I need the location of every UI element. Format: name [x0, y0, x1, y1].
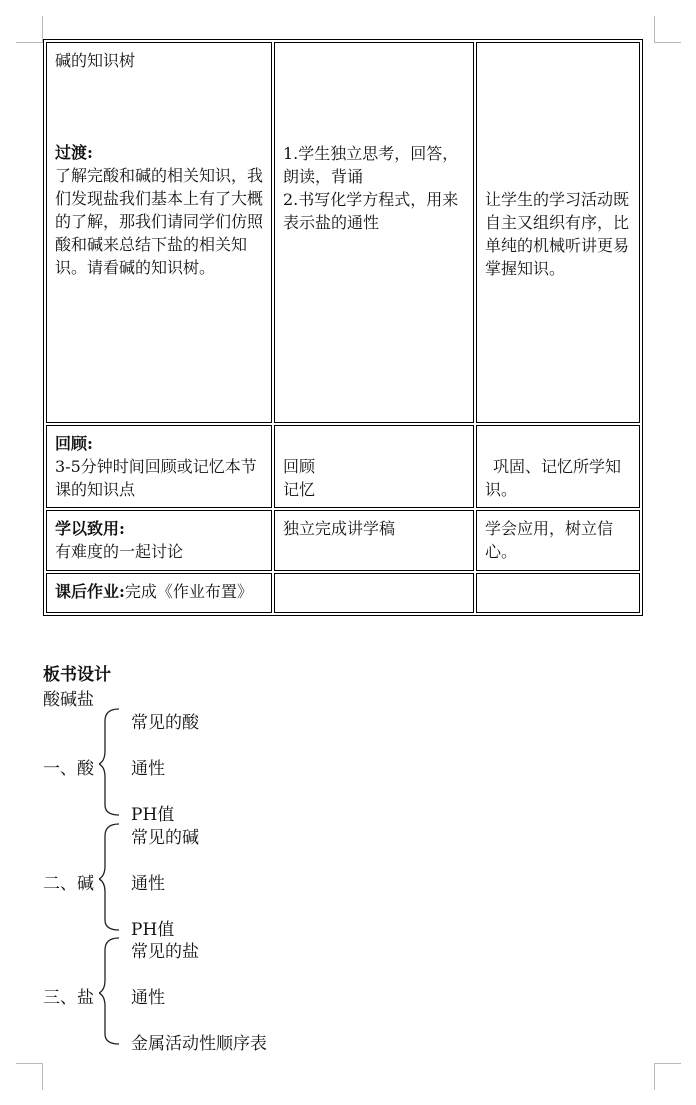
page-corner-mark-top-right [654, 16, 681, 43]
board-group-label: 一、酸 [43, 759, 94, 779]
board-item: 通性 [131, 759, 165, 779]
teacher-activity-cell [46, 42, 272, 423]
board-group-acid [43, 707, 343, 832]
board-design-title: 板书设计 [43, 665, 111, 685]
table-row [46, 510, 640, 571]
review-intent-cell [476, 425, 640, 508]
design-intent-text: 让学生的学习活动既自主又组织有序，比单纯的机械听讲更易掌握知识。 [485, 190, 630, 278]
board-item: 金属活动性顺序表 [131, 1034, 267, 1054]
homework-cell [46, 573, 272, 613]
review-activity-line2: 记忆 [283, 480, 316, 499]
apply-activity-cell [274, 510, 474, 571]
board-group-salt [43, 936, 343, 1061]
table-row [46, 42, 640, 423]
transition-text: 了解完酸和碱的相关知识，我们发现盐我们基本上有了大概的了解，那我们请同学们仿照酸和碱来总结下盐的相关知识。请看碱的知识树。 [55, 166, 264, 277]
board-item: 常见的盐 [131, 942, 199, 962]
board-item: PH值 [131, 920, 175, 940]
homework-activity-cell [274, 573, 474, 613]
homework-text: 完成《作业布置》 [124, 582, 253, 601]
table-row [46, 573, 640, 613]
review-cell [46, 425, 272, 508]
page-corner-mark-bottom-left [16, 1063, 43, 1090]
transition-heading: 过渡: [55, 143, 93, 162]
apply-activity-text: 独立完成讲学稿 [283, 519, 396, 538]
board-item: PH值 [131, 805, 175, 825]
review-text: 3-5分钟时间回顾或记忆本节课的知识点 [55, 457, 257, 499]
board-item: 常见的碱 [131, 828, 199, 848]
apply-intent-cell [476, 510, 640, 571]
lesson-plan-table [43, 39, 643, 616]
student-activity-cell [274, 42, 474, 423]
apply-intent-text: 学会应用，树立信心。 [485, 519, 614, 561]
knowledge-tree-label: 碱的知识树 [55, 51, 136, 70]
design-intent-cell [476, 42, 640, 423]
student-activity-text: 1.学生独立思考，回答，朗读，背诵 2.书写化学方程式，用来表示盐的通性 [283, 144, 459, 232]
table-row [46, 425, 640, 508]
board-design-subtitle: 酸碱盐 [43, 690, 94, 710]
apply-text: 有难度的一起讨论 [55, 542, 184, 561]
review-activity-line1: 回顾 [283, 457, 316, 476]
board-group-label: 二、碱 [43, 874, 94, 894]
review-heading: 回顾: [55, 434, 93, 453]
review-intent-text: 巩固、记忆所学知识。 [485, 457, 622, 499]
board-item: 通性 [131, 988, 165, 1008]
curly-brace-icon [99, 936, 129, 1046]
homework-heading: 课后作业: [55, 582, 125, 601]
board-group-label: 三、盐 [43, 988, 94, 1008]
page-corner-mark-bottom-right [654, 1063, 681, 1090]
homework-intent-cell [476, 573, 640, 613]
page-corner-mark-top-left [16, 16, 43, 43]
board-item: 常见的酸 [131, 713, 199, 733]
board-item: 通性 [131, 874, 165, 894]
curly-brace-icon [99, 822, 129, 932]
apply-heading: 学以致用: [55, 519, 125, 538]
curly-brace-icon [99, 707, 129, 817]
review-activity-cell [274, 425, 474, 508]
apply-cell [46, 510, 272, 571]
board-group-base [43, 822, 343, 947]
